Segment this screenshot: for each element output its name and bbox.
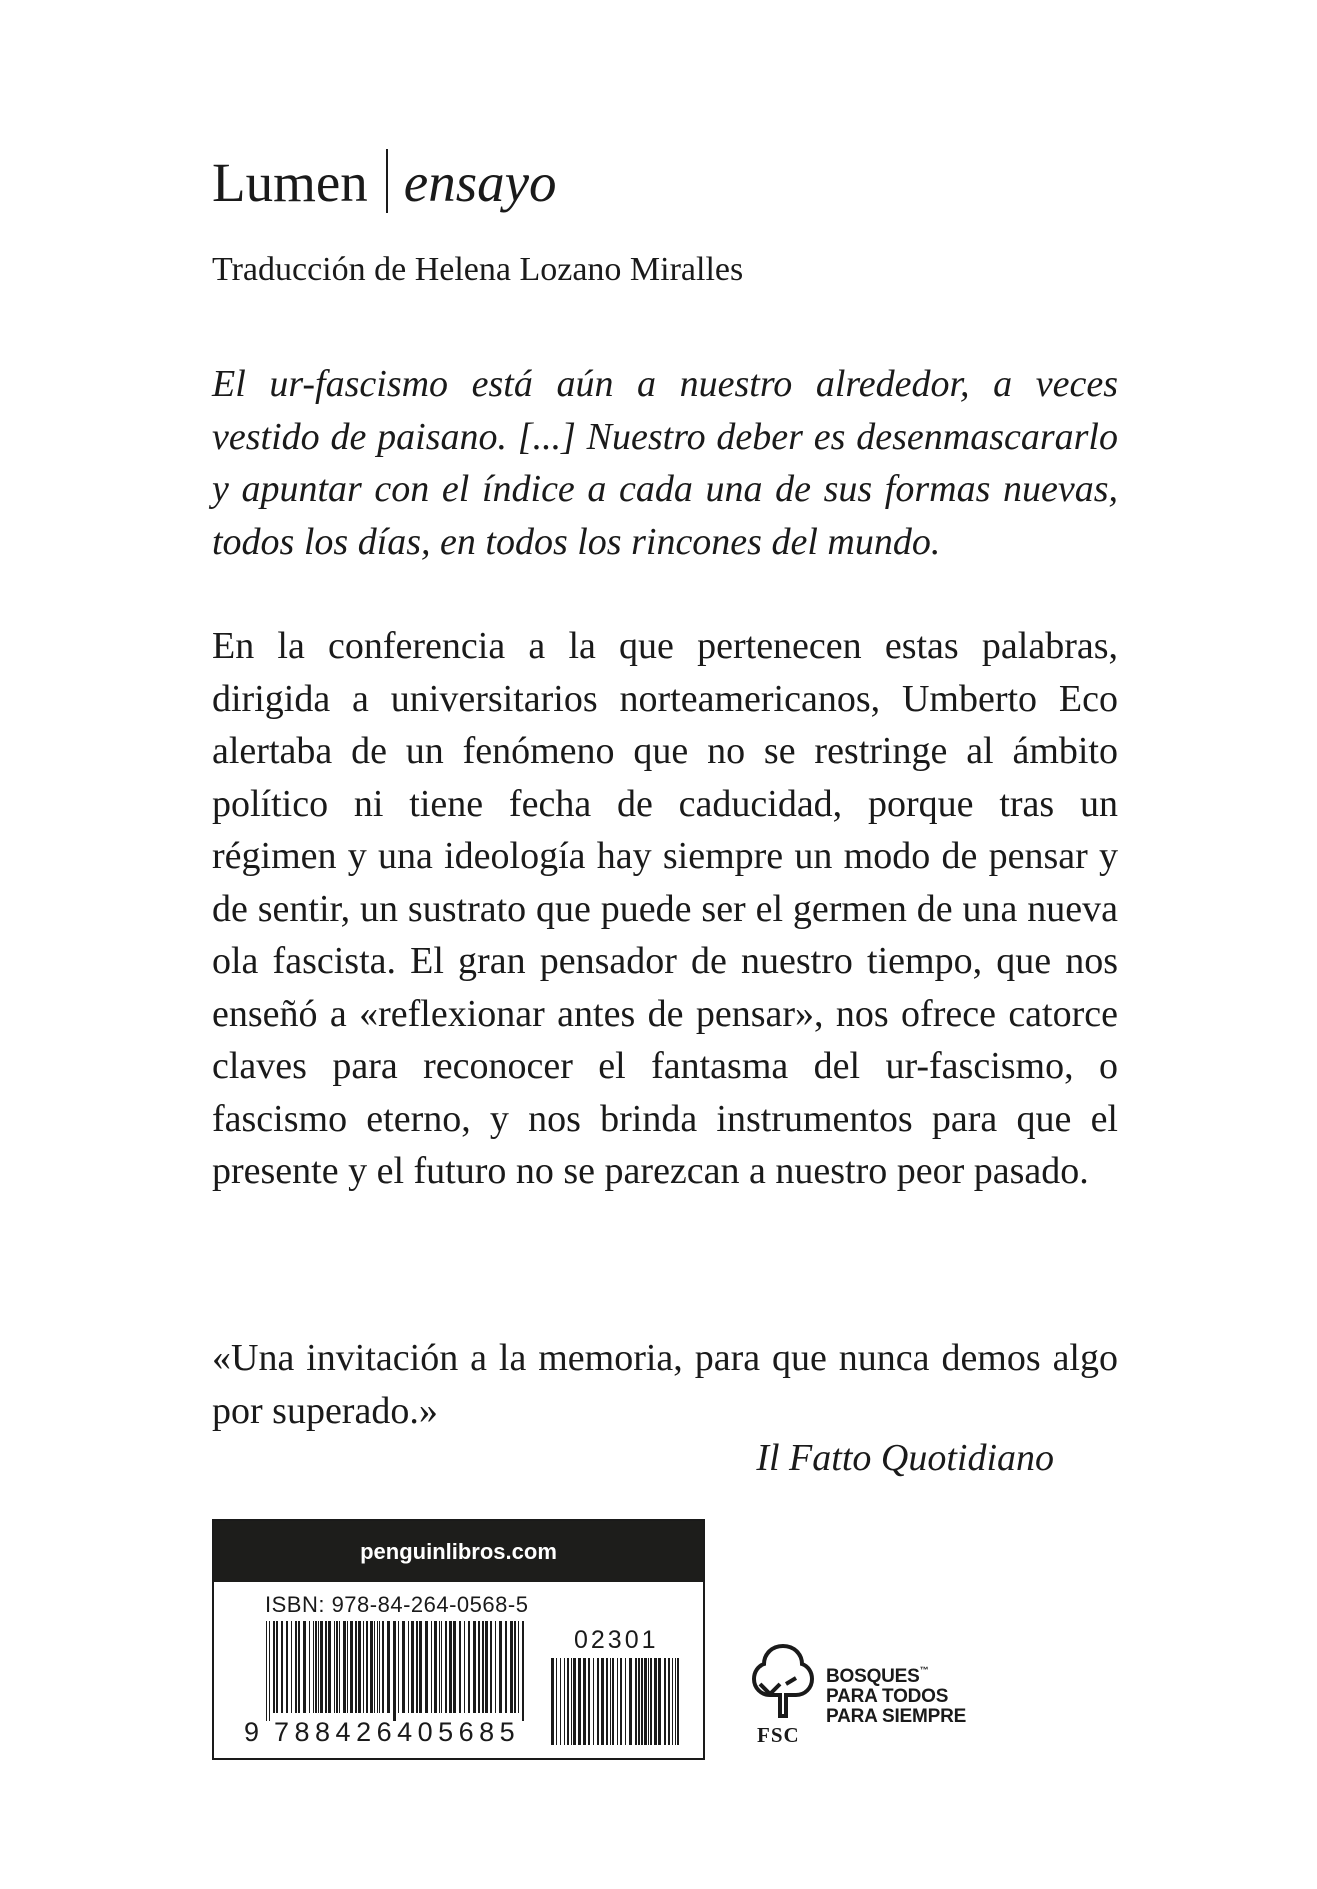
barcode-bar: [612, 1658, 614, 1745]
barcode-bar: [387, 1621, 390, 1713]
barcode-bar: [499, 1621, 502, 1713]
barcode-bar: [658, 1658, 661, 1745]
barcode-bar: [551, 1658, 554, 1745]
barcode-bar: [318, 1621, 319, 1713]
barcode-bar: [514, 1621, 516, 1713]
barcode-bar: [419, 1621, 422, 1713]
barcode-bar: [510, 1621, 513, 1713]
barcode-bar: [439, 1621, 440, 1713]
barcode-bar: [309, 1621, 310, 1713]
barcode-bar: [441, 1621, 442, 1713]
barcode-bar: [675, 1658, 676, 1745]
barcode-bar: [560, 1658, 561, 1745]
barcode-bar: [617, 1658, 618, 1745]
isbn-label: ISBN: 978-84-264-0568-5: [265, 1592, 529, 1617]
barcode-bar: [518, 1621, 519, 1713]
press-blurb: «Una invitación a la memoria, para que nunca demos algo por superado.»: [212, 1337, 1118, 1432]
barcode-bar: [668, 1658, 670, 1745]
barcode-bar: [411, 1621, 414, 1713]
fsc-tagline-line3: PARA SIEMPRE: [826, 1706, 967, 1727]
barcode-bar: [505, 1621, 507, 1713]
barcode-bar: [648, 1658, 649, 1745]
barcode-bar: [556, 1658, 557, 1745]
barcode-bar: [490, 1621, 492, 1713]
fsc-label: FSC: [757, 1723, 800, 1747]
barcode-bar: [273, 1621, 275, 1713]
book-summary: En la conferencia a la que pertenecen estas palabras, dirigida a universitarios norteamericanos, Umberto Eco alertaba de un fenómeno que no se restringe al ámbito político ni tiene fecha de caducidad, porque tras un régimen y una ideología hay siempre un modo de pensar y de sentir, un sustrato que puede ser el germen de una nueva ola fascista. El gran pensador de nuestro tiempo, que nos enseñó a «reflexionar antes de pensar», nos ofrece catorce claves para reconocer el fantasma del ur-fascismo, o fascismo eterno, y nos brinda instrumentos para que el presente y el futuro no se parezcan a nuestro peor pasado.: [212, 625, 1118, 1192]
barcode-bar: [366, 1621, 368, 1713]
barcode-bar: [347, 1621, 348, 1713]
fsc-tagline-line1: BOSQUES: [826, 1666, 920, 1687]
barcode-bar: [601, 1658, 604, 1745]
barcode-bar: [610, 1658, 611, 1745]
barcode-bar: [482, 1621, 484, 1713]
fsc-trademark: ™: [919, 1665, 929, 1675]
barcode-bar: [379, 1621, 380, 1713]
barcode-bar: [453, 1621, 456, 1713]
barcode-bar: [573, 1658, 576, 1745]
barcode-bar: [416, 1621, 418, 1713]
barcode-bar: [445, 1621, 447, 1713]
barcode-bar: [654, 1658, 657, 1745]
barcode-bar: [635, 1658, 637, 1745]
barcode-bar: [641, 1658, 643, 1745]
publisher-name: Lumen: [212, 152, 368, 213]
fsc-tagline-line2: PARA TODOS: [826, 1686, 949, 1707]
barcode-bar: [325, 1621, 327, 1713]
barcode-bar: [291, 1621, 292, 1713]
barcode-bar: [286, 1621, 288, 1713]
opening-quote: El ur-fascismo está aún a nuestro alrededor, a veces vestido de paisano. [...] Nuestro deber es desenmascararlo y apuntar con el índice a cada una de sus formas nuevas, todos los días, en todos los rincones del mundo.: [212, 363, 1118, 563]
barcode-bar: [583, 1658, 586, 1745]
barcode-bar: [355, 1621, 357, 1713]
barcode-bar: [336, 1621, 338, 1713]
barcode-bar: [638, 1658, 640, 1745]
barcode-bar: [468, 1621, 470, 1713]
addon-code: 02301: [574, 1626, 659, 1654]
press-blurb-source: Il Fatto Quotidiano: [756, 1437, 1054, 1479]
barcode-bar: [320, 1621, 323, 1713]
barcode-bar: [334, 1621, 335, 1713]
barcode-bar: [298, 1621, 300, 1713]
barcode-bar: [343, 1621, 346, 1713]
barcode-bar: [303, 1621, 306, 1713]
barcode-bar: [382, 1621, 384, 1713]
barcode-bar: [522, 1621, 524, 1721]
barcode-bar: [629, 1658, 632, 1745]
barcode-bar: [434, 1621, 437, 1713]
barcode-bar: [363, 1621, 364, 1713]
barcode-bar: [495, 1621, 496, 1713]
barcode-bar: [377, 1621, 378, 1713]
barcode-bar: [464, 1621, 465, 1713]
ean-digits: 788426405685: [274, 1717, 521, 1747]
barcode-bar: [677, 1658, 679, 1745]
barcode-bar: [393, 1621, 396, 1721]
barcode-bar: [664, 1658, 666, 1745]
barcode-bar: [567, 1658, 569, 1745]
barcode-bar: [350, 1621, 353, 1713]
barcode-bar: [266, 1621, 267, 1721]
collection-name: ensayo: [403, 152, 557, 213]
barcode-bar: [328, 1621, 331, 1713]
barcode-bar: [672, 1658, 673, 1745]
barcode-bar: [593, 1658, 594, 1745]
barcode-bar: [358, 1621, 361, 1713]
barcode-bar: [315, 1621, 317, 1713]
barcode-bar: [276, 1621, 278, 1713]
barcode-bar: [578, 1658, 581, 1745]
barcode-bar: [431, 1621, 432, 1713]
barcode-bar: [313, 1621, 314, 1713]
barcode-bar: [408, 1621, 409, 1713]
barcode-bar: [650, 1658, 652, 1745]
addon-barcode: [551, 1658, 681, 1753]
barcode-bar: [644, 1658, 647, 1745]
barcode-bar: [588, 1658, 590, 1745]
barcode-bar: [606, 1658, 608, 1745]
barcode-bar: [295, 1621, 297, 1713]
barcode-bar: [485, 1621, 488, 1713]
barcode-bar: [398, 1621, 399, 1713]
imprint-divider: [386, 149, 388, 213]
barcode-bar: [281, 1621, 283, 1713]
translator-credit: Traducción de Helena Lozano Miralles: [212, 251, 744, 288]
barcode-bar: [374, 1621, 375, 1713]
barcode-bar: [564, 1658, 565, 1745]
barcode-bar: [473, 1621, 476, 1713]
barcode-bar: [625, 1658, 626, 1745]
fsc-tagline: [826, 1660, 966, 1727]
barcode-bar: [425, 1621, 428, 1713]
barcode-bar: [571, 1658, 572, 1745]
barcode-bar: [449, 1621, 452, 1713]
barcode-bar: [402, 1621, 405, 1713]
barcode-bar: [597, 1658, 599, 1745]
barcode-box: [212, 1519, 705, 1760]
website-banner: penguinlibros.com: [214, 1521, 703, 1582]
barcode-bar: [269, 1621, 270, 1721]
barcode-bar: [459, 1621, 461, 1713]
barcode-bar: [370, 1621, 373, 1713]
barcode-bar: [339, 1621, 340, 1713]
ean-lead-digit: 9: [244, 1717, 260, 1747]
imprint: [212, 148, 557, 218]
barcode-bar: [620, 1658, 622, 1745]
barcode-bar: [478, 1621, 480, 1713]
ean-barcode: [266, 1621, 526, 1721]
fsc-tree-icon: [750, 1640, 816, 1720]
